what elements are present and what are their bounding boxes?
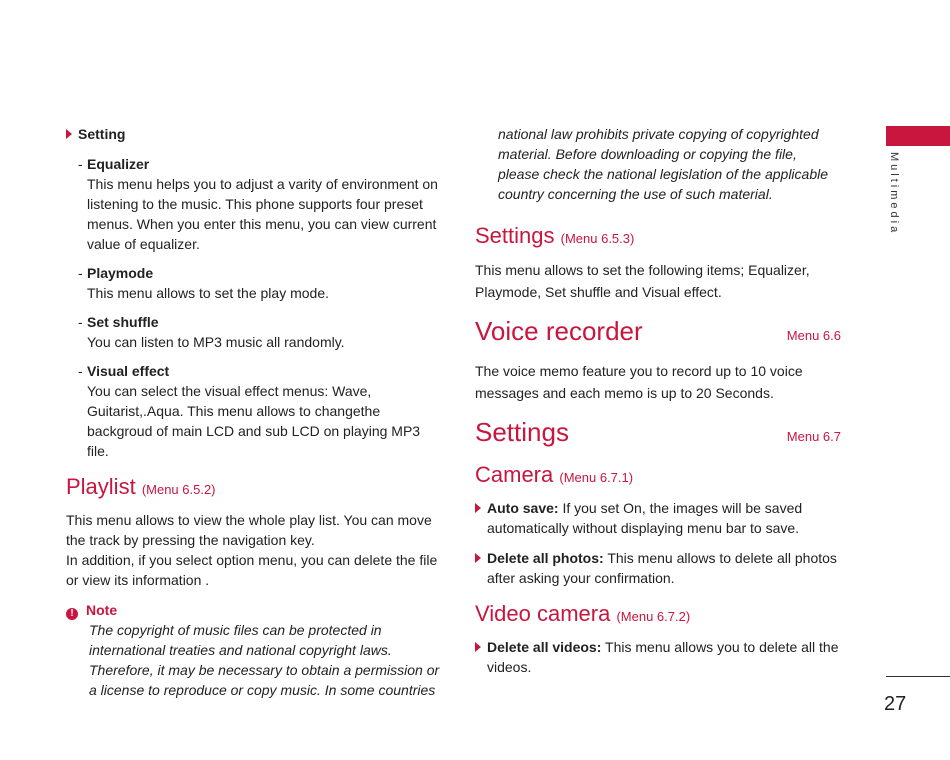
arrow-right-icon (475, 642, 481, 652)
arrow-right-icon (475, 503, 481, 513)
item-body: You can select the visual effect menus: Wave, Guitarist,.Aqua. This menu allows to changethe backgroud of main LCD and sub LCD on playing MP3 file. (87, 383, 421, 459)
settings-653-heading: Settings (Menu 6.5.3) (475, 223, 635, 248)
settings-653-body: This menu allows to set the following items; Equalizer, Playmode, Set shuffle and Visual effect. (475, 262, 810, 300)
item-title: Set shuffle (87, 314, 159, 330)
playlist-heading: Playlist (Menu 6.5.2) (66, 474, 216, 499)
setting-item-equalizer: - Equalizer This menu helps you to adjust a varity of environment on listening to the music. This phone supports four preset menus. When you enter this menu, you can view current value of equalizer. (78, 154, 442, 254)
video-bullet-delete-videos: Delete all videos: This menu allows you to delete all the videos. (475, 637, 841, 677)
menu-reference: (Menu 6.7.2) (616, 609, 691, 624)
video-camera-heading: Video camera (Menu 6.7.2) (475, 601, 691, 626)
note-heading: ! Note (66, 600, 442, 620)
menu-reference: Menu 6.7 (786, 429, 841, 444)
note-text-continued: national law prohibits private copying of copyrighted material. Before downloading or copying the file, please check the national legislation of the applicable country concerning the use of such material. (498, 126, 829, 202)
menu-reference: (Menu 6.7.1) (559, 470, 634, 485)
voice-recorder-body: The voice memo feature you to record up to 10 voice messages and each memo is up to 20 Seconds. (475, 363, 803, 401)
page-number: 27 (884, 693, 907, 715)
camera-heading: Camera (Menu 6.7.1) (475, 462, 634, 487)
playlist-para-2: In addition, if you select option menu, you can delete the file or view its information . (66, 552, 438, 588)
left-column (66, 124, 442, 700)
menu-reference: (Menu 6.5.2) (141, 482, 216, 497)
menu-reference: Menu 6.6 (786, 328, 841, 343)
exclamation-icon: ! (66, 608, 78, 620)
right-column (475, 124, 841, 687)
camera-bullet-delete-photos: Delete all photos: This menu allows to delete all photos after asking your confirmation. (475, 548, 841, 588)
item-title: Playmode (87, 265, 154, 281)
menu-reference: (Menu 6.5.3) (560, 231, 635, 246)
section-label: Multimedia (888, 152, 900, 236)
setting-item-visual-effect: - Visual effect You can select the visual effect menus: Wave, Guitarist,.Aqua. This menu allows to changethe backgroud of main LCD and sub LCD on playing MP3 file. (78, 361, 442, 461)
item-body: This menu helps you to adjust a varity of environment on listening to the music. This phone supports four preset menus. When you enter this menu, you can view current value of equalizer. (87, 176, 438, 252)
voice-recorder-heading: Voice recorder Menu 6.6 (475, 315, 841, 352)
item-body: You can listen to MP3 music all randomly. (87, 334, 345, 350)
item-title: Equalizer (87, 156, 150, 172)
playlist-para-1: This menu allows to view the whole play list. You can move the track by pressing the navigation key. (66, 512, 432, 548)
settings-67-heading: Settings Menu 6.7 (475, 416, 841, 453)
item-body: This menu allows to set the play mode. (87, 285, 330, 301)
setting-item-set-shuffle: - Set shuffle You can listen to MP3 music all randomly. (78, 312, 442, 352)
page-number-rule (886, 676, 950, 677)
arrow-right-icon (475, 553, 481, 563)
camera-bullet-auto-save: Auto save: If you set On, the images will be saved automatically without displaying menu bar to save. (475, 498, 841, 538)
note-text: The copyright of music files can be protected in international treaties and national copyright laws. Therefore, it may be necessary to obtain a permission or a license to reproduce or copy music. In some countries (89, 622, 440, 698)
setting-item-playmode: - Playmode This menu allows to set the play mode. (78, 263, 442, 303)
section-tab-marker (886, 126, 950, 146)
item-title: Visual effect (87, 363, 170, 379)
setting-heading: Setting (66, 124, 442, 144)
arrow-right-icon (66, 129, 72, 139)
